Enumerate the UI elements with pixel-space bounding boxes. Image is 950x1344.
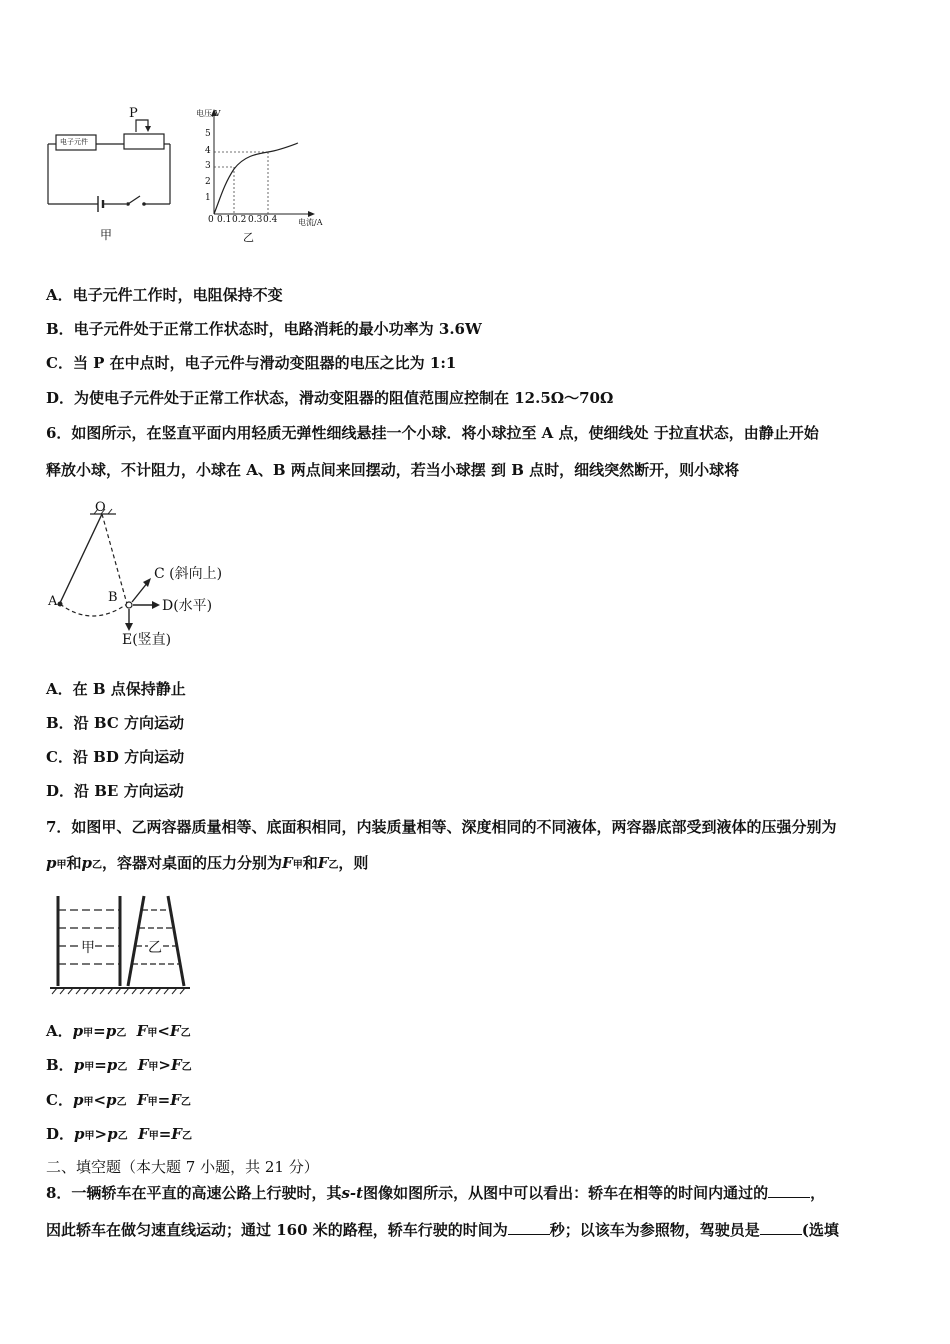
q8-stem-line2: 因此轿车在做匀速直线运动；通过 160 米的路程，轿车行驶的时间为 秒；以该车为参照物，驾驶员是 (选填: [46, 1221, 839, 1239]
q8-stem-line1: 8．一辆轿车在平直的高速公路上行驶时，其s-t图像如图所示，从图中可以看出：轿车在相等的时间内通过的 ，: [46, 1184, 826, 1202]
section-heading: 二、填空题（本大题 7 小题，共 21 分）: [46, 1158, 319, 1176]
y-tick-3: 3: [205, 161, 211, 171]
q6-option-d: D．沿 BE 方向运动: [46, 782, 184, 800]
q6-stem-line1: 6．如图所示，在竖直平面内用轻质无弹性细线悬挂一个小球．将小球拉至 A 点，使细线处 于拉直状态，由静止开始: [46, 424, 819, 442]
container-yi-label: 乙: [148, 937, 162, 957]
q7-option-c: C．p甲<p乙 F甲=F乙: [46, 1091, 191, 1109]
pendulum-diagram: [44, 500, 244, 655]
x-tick-0: 0: [208, 215, 214, 225]
q6-option-c: C．沿 BD 方向运动: [46, 748, 185, 766]
q5-option-d: D．为使电子元件处于正常工作状态，滑动变阻器的阻值范围应控制在 12.5Ω～70Ω: [46, 389, 614, 407]
y-tick-5: 5: [205, 129, 211, 139]
voltage-current-graph: [190, 104, 340, 249]
container-yi: [128, 896, 144, 986]
label-o: O: [95, 500, 106, 515]
containers-svg: [44, 890, 194, 1000]
rheostat: [124, 134, 164, 149]
q7-option-a: A．p甲=p乙 F甲<F乙: [46, 1022, 191, 1040]
containers-diagram: [44, 890, 194, 1000]
q6-option-b: B．沿 BC 方向运动: [46, 714, 185, 732]
switch: [128, 196, 140, 204]
answer-blank-3[interactable]: [760, 1220, 802, 1235]
graph-caption: 乙: [243, 231, 254, 244]
answer-blank-2[interactable]: [508, 1220, 550, 1235]
slider-label: P: [129, 106, 138, 121]
q6-stem-line2: 释放小球，不计阻力，小球在 A、B 两点间来回摆动，若当小球摆 到 B 点时，细线突然断开，则小球将: [46, 461, 740, 479]
y-axis-label: 电压/V: [196, 109, 221, 118]
arrow-bc: [132, 582, 148, 602]
label-c: C (斜向上): [154, 566, 223, 582]
element-label: 电子元件: [60, 138, 88, 146]
string-at-a: [60, 514, 102, 603]
q5-option-c: C．当 P 在中点时，电子元件与滑动变阻器的电压之比为 1:1: [46, 354, 457, 372]
q6-option-a: A．在 B 点保持静止: [46, 680, 186, 698]
swing-arc: [60, 604, 127, 616]
circuit-svg: [40, 106, 180, 246]
q7-stem-line2: p甲和p乙，容器对桌面的压力分别为F甲和F乙，则: [46, 854, 369, 872]
x-tick-0-3: 0.3: [248, 215, 263, 225]
q5-option-a: A．电子元件工作时，电阻保持不变: [46, 286, 283, 304]
x-tick-0-4: 0.4: [263, 215, 278, 225]
x-tick-0-2: 0.2: [232, 215, 247, 225]
q7-stem-line1: 7．如图甲、乙两容器质量相等、底面积相同，内装质量相等、深度相同的不同液体，两容器底部受到液体的压强分别为: [46, 818, 837, 836]
label-a: A: [48, 594, 58, 609]
q7-option-b: B．p甲=p乙 F甲>F乙: [46, 1056, 192, 1074]
y-tick-1: 1: [205, 193, 211, 203]
label-e: E(竖直): [122, 632, 172, 648]
q5-option-b: B．电子元件处于正常工作状态时，电路消耗的最小功率为 3.6W: [46, 320, 482, 338]
label-b: B: [108, 590, 118, 605]
circuit-caption: 甲: [100, 228, 113, 242]
ball-at-a: [58, 602, 63, 607]
answer-blank-1[interactable]: [768, 1183, 810, 1198]
x-tick-0-1: 0.1: [217, 215, 232, 225]
x-axis-label: 电流/A: [298, 218, 323, 227]
y-tick-2: 2: [205, 177, 211, 187]
container-jia-label: 甲: [81, 937, 95, 957]
y-tick-4: 4: [205, 146, 211, 156]
ball-at-b: [126, 602, 132, 608]
iv-curve: [214, 143, 298, 214]
label-d: D(水平): [162, 598, 213, 614]
q7-option-d: D．p甲>p乙 F甲=F乙: [46, 1125, 192, 1143]
circuit-diagram: [40, 106, 180, 246]
